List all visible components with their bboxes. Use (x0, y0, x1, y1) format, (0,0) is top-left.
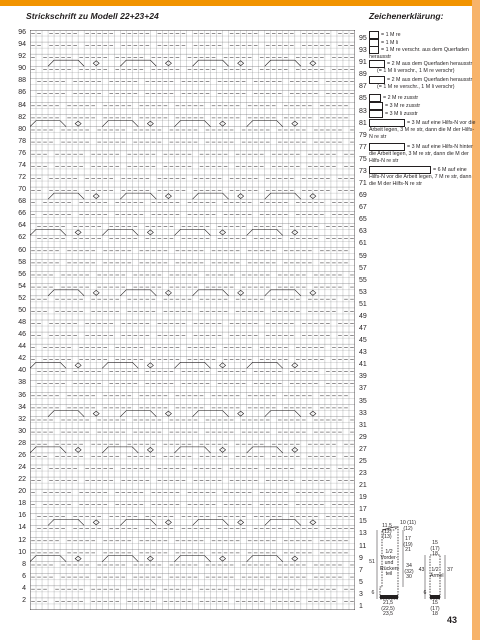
legend-text: = 1 M li (381, 39, 399, 46)
schematic-front-label: 1/2 Vorder- und Rücken- teil (380, 549, 400, 578)
row-number-right: 43 (359, 349, 367, 357)
legend-text: = 3 M li zusstr (385, 110, 418, 117)
row-number-right: 17 (359, 506, 367, 514)
legend-symbol-cable1 (369, 119, 405, 127)
legend-text: = 3 M re zusstr (385, 102, 421, 109)
legend-text: = 3 M auf eine Hilfs-N hinter die Arbeit legen, 3 M re str, dann die M der Hilfs-N re str (369, 143, 473, 164)
row-number-left: 46 (18, 331, 26, 339)
legend-symbol-re (369, 31, 379, 39)
row-number-left: 76 (18, 149, 26, 157)
legend-text: = 3 M auf eine Hilfs-N vor die Arbeit legen, 3 M re str, dann die M der Hilfs-N re str (369, 119, 476, 140)
row-number-right: 27 (359, 445, 367, 453)
row-number-right: 33 (359, 409, 367, 417)
row-number-left: 50 (18, 306, 26, 314)
row-number-left: 8 (22, 560, 26, 568)
row-number-right: 85 (359, 95, 367, 103)
legend-subtext: (= 1 M re verschr., 1 M li verschr) (377, 84, 455, 90)
schematic-rib: 6 (371, 590, 375, 596)
row-number-right: 5 (359, 578, 363, 586)
row-number-left: 42 (18, 355, 26, 363)
legend-item-cable3 (369, 166, 477, 187)
legend-text: = 2 M aus dem Querfaden herausstr (387, 76, 473, 83)
schematic-shoulder-drop: 17 (19) 21 (403, 536, 413, 554)
row-number-left: 58 (18, 258, 26, 266)
row-number-right: 49 (359, 312, 367, 320)
row-number-left: 62 (18, 234, 26, 242)
row-number-left: 86 (18, 89, 26, 97)
row-number-right: 91 (359, 59, 367, 67)
row-number-left: 66 (18, 210, 26, 218)
row-number-right: 89 (359, 71, 367, 79)
row-number-right: 25 (359, 457, 367, 465)
legend-text: = 6 M auf eine Hilfs-N vor die Arbeit legen, 7 M re str, dann die M der Hilfs-N re str (369, 166, 472, 187)
row-number-right: 57 (359, 264, 367, 272)
legend-item-zusstr3b (369, 110, 477, 118)
row-number-right: 51 (359, 300, 367, 308)
schematic-sleeve-total: 37 (447, 567, 453, 573)
row-number-right: 95 (359, 35, 367, 43)
row-number-left: 16 (18, 512, 26, 520)
legend-item-cable2 (369, 143, 477, 164)
legend-symbol-m2b (369, 76, 385, 84)
row-number-right: 41 (359, 361, 367, 369)
row-number-right: 15 (359, 518, 367, 526)
schematic-neck: 11,5 (12) (13) (382, 523, 392, 541)
row-number-left: 80 (18, 125, 26, 133)
legend-symbol-zusstr2 (369, 94, 381, 102)
row-number-left: 82 (18, 113, 26, 121)
row-number-right: 35 (359, 397, 367, 405)
row-number-right: 93 (359, 47, 367, 55)
row-number-left: 90 (18, 65, 26, 73)
row-number-left: 54 (18, 282, 26, 290)
row-number-left: 36 (18, 391, 26, 399)
row-number-left: 60 (18, 246, 26, 254)
row-number-left: 74 (18, 161, 26, 169)
row-number-right: 87 (359, 83, 367, 91)
legend-item-queer (369, 46, 477, 61)
legend-item-m2b (369, 76, 477, 90)
row-number-right: 79 (359, 131, 367, 139)
row-number-left: 6 (22, 572, 26, 580)
page-number: 43 (447, 615, 458, 625)
row-number-left: 70 (18, 186, 26, 194)
row-number-left: 22 (18, 476, 26, 484)
row-number-left: 26 (18, 451, 26, 459)
legend-item-cable1 (369, 119, 477, 140)
row-number-right: 39 (359, 373, 367, 381)
row-number-right: 83 (359, 107, 367, 115)
row-number-right: 53 (359, 288, 367, 296)
row-number-left: 44 (18, 343, 26, 351)
row-number-right: 13 (359, 530, 367, 538)
row-number-right: 71 (359, 180, 367, 188)
row-number-right: 61 (359, 240, 367, 248)
row-number-left: 92 (18, 53, 26, 61)
row-number-left: 20 (18, 488, 26, 496)
schematic-sleeve-rib: 6 (423, 590, 427, 596)
row-number-left: 96 (18, 29, 26, 37)
row-number-left: 48 (18, 319, 26, 327)
legend-symbol-cable3 (369, 166, 431, 174)
row-number-right: 77 (359, 143, 367, 151)
legend-text: = 1 M re (381, 31, 401, 38)
legend-text: = 2 M aus dem Querfaden herausstr (387, 60, 473, 67)
row-number-left: 30 (18, 427, 26, 435)
row-number-left: 88 (18, 77, 26, 85)
schematic-sleeve-top: 15 (17) 18 (430, 540, 440, 558)
legend-symbol-cable2 (369, 143, 405, 151)
legend-item-zusstr2 (369, 94, 477, 102)
row-number-left: 34 (18, 403, 26, 411)
row-number-right: 7 (359, 566, 363, 574)
row-number-right: 81 (359, 119, 367, 127)
row-number-left: 12 (18, 536, 26, 544)
row-number-right: 9 (359, 554, 363, 562)
legend-symbol-m2a (369, 60, 385, 68)
row-number-left: 94 (18, 41, 26, 49)
schematic-height: 51 (369, 559, 375, 565)
row-number-right: 21 (359, 482, 367, 490)
schematic-top-width: 10 (11) (12) (399, 520, 417, 532)
row-number-right: 3 (359, 590, 363, 598)
legend-symbol-zusstr3b (369, 110, 383, 118)
schematic-bottom-width: 21,5 (22,5) 23,5 (381, 600, 395, 618)
row-number-right: 67 (359, 204, 367, 212)
legend-symbol-queer (369, 46, 379, 54)
legend-text: = 1 M re verschr. aus dem Querfaden herausstr (369, 46, 469, 60)
row-number-right: 73 (359, 167, 367, 175)
schematic-side: 34 (32) 30 (404, 563, 414, 581)
knitting-chart-grid (30, 30, 355, 610)
row-number-left: 14 (18, 524, 26, 532)
row-number-right: 45 (359, 337, 367, 345)
row-number-right: 59 (359, 252, 367, 260)
row-number-right: 1 (359, 602, 363, 610)
legend-subtext: (= 1 M li verschr., 1 M re verschr) (377, 68, 455, 74)
row-number-right: 23 (359, 470, 367, 478)
schematic-sleeve-length: 43 (418, 567, 425, 573)
legend-item-m2a (369, 60, 477, 74)
legend-symbol-zusstr3 (369, 102, 383, 110)
row-number-right: 19 (359, 494, 367, 502)
row-number-left: 72 (18, 174, 26, 182)
row-number-left: 38 (18, 379, 26, 387)
row-number-left: 56 (18, 270, 26, 278)
schematic-sleeve-bottom: 15 (17) 18 (430, 600, 440, 618)
row-number-right: 63 (359, 228, 367, 236)
schematic-sleeve-label: 1/2 Ärmel (430, 567, 444, 579)
row-number-right: 37 (359, 385, 367, 393)
legend-text: = 2 M re zusstr (383, 94, 419, 101)
row-number-left: 28 (18, 439, 26, 447)
row-number-left: 68 (18, 198, 26, 206)
row-number-right: 31 (359, 421, 367, 429)
row-number-right: 75 (359, 155, 367, 163)
row-number-right: 65 (359, 216, 367, 224)
row-number-left: 52 (18, 294, 26, 302)
legend-title: Zeichenerklärung: (369, 11, 444, 21)
row-number-left: 10 (18, 548, 26, 556)
row-number-left: 84 (18, 101, 26, 109)
row-number-left: 64 (18, 222, 26, 230)
size-schematic (369, 515, 470, 618)
row-number-left: 24 (18, 464, 26, 472)
row-number-left: 18 (18, 500, 26, 508)
row-number-right: 55 (359, 276, 367, 284)
top-accent-bar (0, 0, 480, 6)
row-number-left: 78 (18, 137, 26, 145)
chart-title: Strickschrift zu Modell 22+23+24 (26, 11, 159, 21)
row-number-left: 40 (18, 367, 26, 375)
row-number-right: 29 (359, 433, 367, 441)
row-number-left: 2 (22, 596, 26, 604)
row-number-right: 47 (359, 325, 367, 333)
legend-item-zusstr3 (369, 102, 477, 110)
row-number-left: 4 (22, 584, 26, 592)
row-number-right: 11 (359, 542, 367, 550)
legend-item-re (369, 31, 477, 39)
row-number-left: 32 (18, 415, 26, 423)
row-number-right: 69 (359, 192, 367, 200)
